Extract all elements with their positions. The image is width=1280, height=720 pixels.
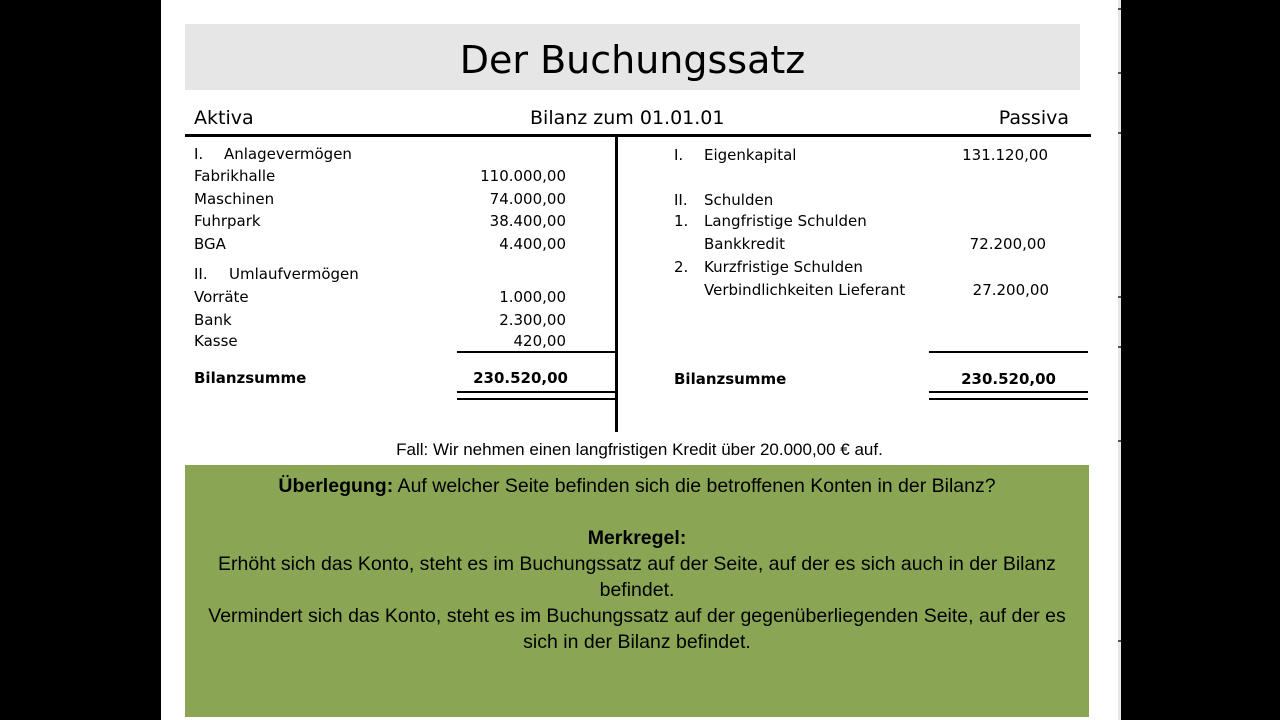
passiva-group-num: I. — [674, 146, 684, 164]
edge-tick — [1118, 132, 1121, 134]
header-rule — [185, 134, 1091, 137]
aktiva-item-label: Fuhrpark — [194, 212, 261, 230]
rule-heading: Merkregel: — [587, 527, 687, 549]
rule-decrease: Vermindert sich das Konto, steht es im Buchungssatz auf der gegenüberliegenden Seite, auf der es sich in der Bilanz befindet. — [208, 605, 1066, 653]
passiva-shortterm-label: Kurzfristige Schulden — [704, 258, 863, 276]
aktiva-item-value: 110.000,00 — [480, 167, 566, 185]
passiva-double-rule — [929, 398, 1088, 400]
edge-tick — [1118, 296, 1121, 298]
edge-tick — [1118, 346, 1121, 348]
passiva-sum-value: 230.520,00 — [961, 370, 1056, 388]
edge-tick — [1118, 8, 1121, 10]
title-bar — [185, 24, 1080, 90]
passiva-equity-label: Eigenkapital — [704, 146, 797, 164]
consideration-label: Überlegung: — [278, 475, 394, 497]
slide-title: Der Buchungssatz — [459, 38, 806, 82]
aktiva-item-value: 1.000,00 — [499, 288, 566, 306]
balance-date-header: Bilanz zum 01.01.01 — [530, 107, 725, 129]
passiva-sub-num: 1. — [674, 212, 689, 230]
passiva-longterm-label: Langfristige Schulden — [704, 212, 867, 230]
aktiva-sum-value: 230.520,00 — [473, 369, 568, 387]
edge-tick — [1118, 72, 1121, 74]
aktiva-double-rule — [457, 398, 615, 400]
consideration-text: Auf welcher Seite befinden sich die betroffenen Konten in der Bilanz? — [393, 475, 996, 497]
aktiva-item-value: 420,00 — [513, 332, 566, 350]
t-account-divider — [615, 136, 618, 432]
info-box — [185, 465, 1089, 717]
passiva-header: Passiva — [998, 107, 1069, 129]
aktiva-item-label: Vorräte — [194, 288, 249, 306]
aktiva-group-label: Anlagevermögen — [224, 145, 352, 163]
passiva-bank-loan-label: Bankkredit — [704, 235, 785, 253]
slide — [161, 0, 1118, 720]
rule-increase: Erhöht sich das Konto, steht es im Buchungssatz auf der Seite, auf der es sich auch in der Bilanz befindet. — [218, 553, 1056, 601]
aktiva-item-label: Kasse — [194, 332, 238, 350]
edge-tick — [1118, 640, 1121, 642]
passiva-double-rule — [929, 391, 1088, 393]
window-edge — [1118, 0, 1121, 720]
aktiva-double-rule — [457, 391, 615, 393]
aktiva-item-label: Fabrikhalle — [194, 167, 276, 185]
aktiva-sum-rule — [457, 351, 615, 353]
passiva-sum-label: Bilanzsumme — [674, 370, 787, 388]
passiva-debt-label: Schulden — [704, 191, 774, 209]
aktiva-sum-label: Bilanzsumme — [194, 369, 307, 387]
aktiva-item-label: Maschinen — [194, 190, 275, 208]
passiva-sub-num: 2. — [674, 258, 689, 276]
aktiva-group-num: I. — [194, 145, 204, 163]
passiva-supplier-label: Verbindlichkeiten Lieferant — [704, 281, 906, 299]
consideration-line — [185, 473, 1089, 499]
aktiva-header: Aktiva — [194, 107, 254, 129]
aktiva-group-label: Umlaufvermögen — [229, 265, 359, 283]
passiva-sum-rule — [929, 351, 1088, 353]
aktiva-item-value: 38.400,00 — [489, 212, 566, 230]
passiva-group-num: II. — [674, 191, 688, 209]
passiva-bank-loan-value: 72.200,00 — [969, 235, 1046, 253]
passiva-equity-value: 131.120,00 — [962, 146, 1048, 164]
edge-tick — [1118, 440, 1121, 442]
passiva-supplier-value: 27.200,00 — [972, 281, 1049, 299]
aktiva-item-value: 2.300,00 — [499, 311, 566, 329]
aktiva-item-label: BGA — [194, 235, 226, 253]
aktiva-item-value: 74.000,00 — [489, 190, 566, 208]
aktiva-item-value: 4.400,00 — [499, 235, 566, 253]
case-text: Fall: Wir nehmen einen langfristigen Kredit über 20.000,00 € auf. — [396, 440, 883, 459]
aktiva-item-label: Bank — [194, 311, 232, 329]
aktiva-group-num: II. — [194, 265, 208, 283]
